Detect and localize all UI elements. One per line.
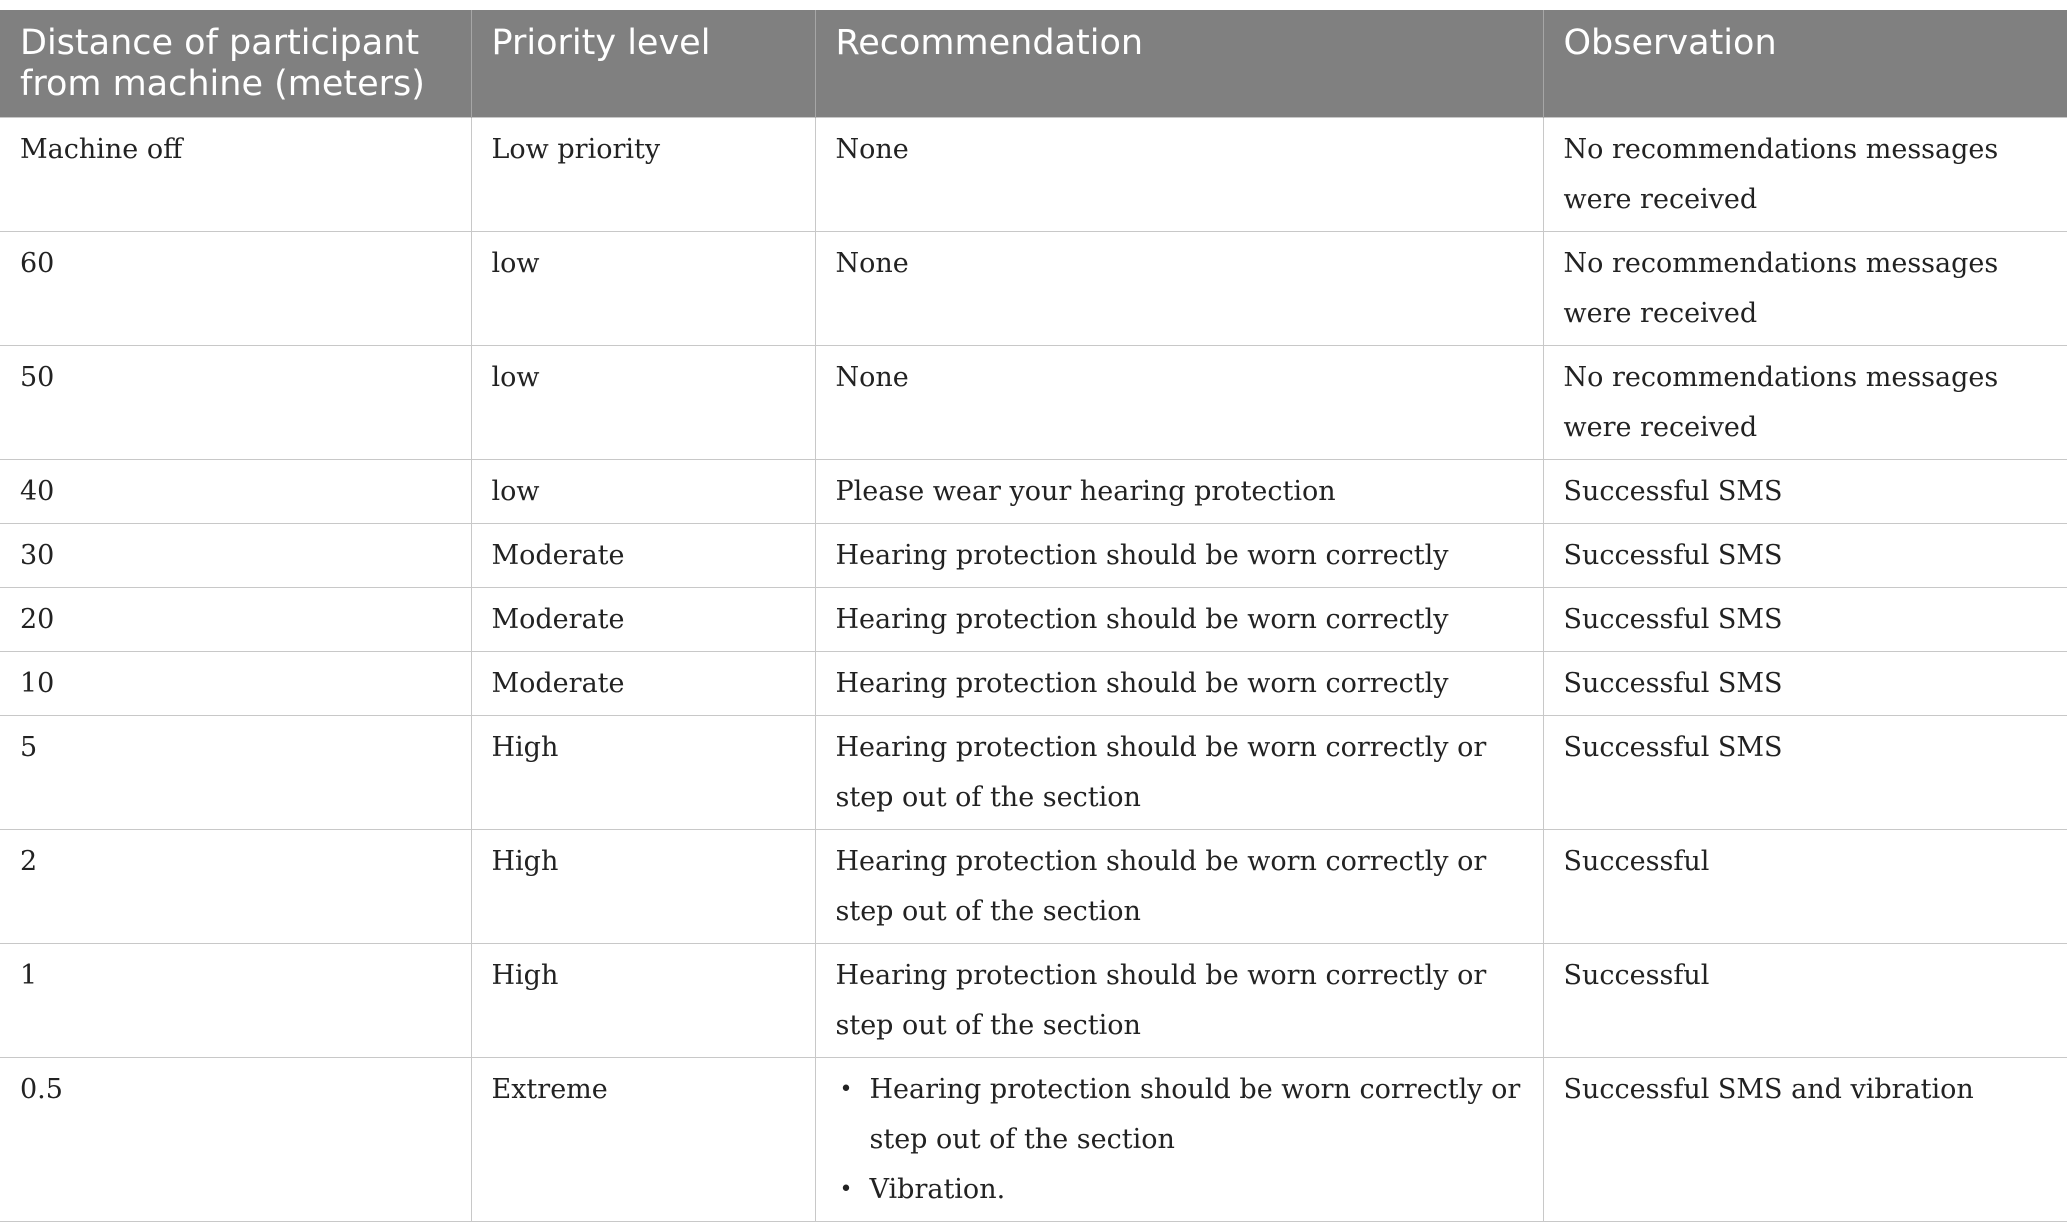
table-row: [0, 588, 2067, 652]
cell-observation: Successful: [1543, 944, 2067, 1058]
table-row: [0, 830, 2067, 944]
header-observation: Observation: [1543, 10, 2067, 118]
cell-observation: No recommendations messages were received: [1543, 118, 2067, 232]
cell-observation: Successful SMS: [1543, 652, 2067, 716]
cell-distance: 10: [0, 652, 471, 716]
cell-observation: Successful SMS: [1543, 524, 2067, 588]
cell-recommendation: [815, 1058, 1543, 1222]
cell-distance: 2: [0, 830, 471, 944]
cell-priority: Low priority: [471, 118, 815, 232]
header-recommendation: Recommendation: [815, 10, 1543, 118]
cell-observation: Successful SMS: [1543, 588, 2067, 652]
cell-distance: 50: [0, 346, 471, 460]
cell-priority: Moderate: [471, 652, 815, 716]
cell-priority: Moderate: [471, 588, 815, 652]
table-row: [0, 118, 2067, 232]
header-distance: Distance of participant from machine (meters): [0, 10, 471, 118]
header-priority: Priority level: [471, 10, 815, 118]
cell-observation: Successful: [1543, 830, 2067, 944]
table-row: [0, 524, 2067, 588]
cell-recommendation: Hearing protection should be worn correctly or step out of the section: [815, 830, 1543, 944]
cell-priority: Extreme: [471, 1058, 815, 1222]
cell-priority: High: [471, 944, 815, 1058]
recommendation-list-item: • Hearing protection should be worn correctly or step out of the section: [870, 1065, 1523, 1165]
cell-distance: 5: [0, 716, 471, 830]
cell-distance: Machine off: [0, 118, 471, 232]
cell-observation: No recommendations messages were received: [1543, 232, 2067, 346]
table-body: [0, 118, 2067, 1222]
cell-priority: low: [471, 346, 815, 460]
cell-observation: Successful SMS and vibration: [1543, 1058, 2067, 1222]
cell-distance: 40: [0, 460, 471, 524]
cell-recommendation: Hearing protection should be worn correctly: [815, 588, 1543, 652]
cell-recommendation: Hearing protection should be worn correctly: [815, 652, 1543, 716]
table-header: [0, 10, 2067, 118]
table-row: [0, 232, 2067, 346]
cell-priority: low: [471, 232, 815, 346]
table-row: [0, 944, 2067, 1058]
table-row: [0, 346, 2067, 460]
cell-observation: Successful SMS: [1543, 716, 2067, 830]
table-row: [0, 1058, 2067, 1222]
cell-observation: Successful SMS: [1543, 460, 2067, 524]
cell-distance: 0.5: [0, 1058, 471, 1222]
cell-priority: Moderate: [471, 524, 815, 588]
recommendation-list: [836, 1065, 1523, 1215]
header-row: [0, 10, 2067, 118]
cell-distance: 30: [0, 524, 471, 588]
cell-recommendation: None: [815, 232, 1543, 346]
cell-recommendation: Hearing protection should be worn correctly or step out of the section: [815, 716, 1543, 830]
recommendation-list-item: • Vibration.: [870, 1165, 1523, 1215]
cell-observation: No recommendations messages were received: [1543, 346, 2067, 460]
cell-priority: low: [471, 460, 815, 524]
cell-distance: 20: [0, 588, 471, 652]
cell-distance: 60: [0, 232, 471, 346]
cell-priority: High: [471, 716, 815, 830]
cell-recommendation: Please wear your hearing protection: [815, 460, 1543, 524]
table-row: [0, 652, 2067, 716]
results-table: [0, 10, 2067, 1222]
table-row: [0, 716, 2067, 830]
cell-recommendation: Hearing protection should be worn correctly or step out of the section: [815, 944, 1543, 1058]
cell-recommendation: Hearing protection should be worn correctly: [815, 524, 1543, 588]
cell-priority: High: [471, 830, 815, 944]
cell-recommendation: None: [815, 346, 1543, 460]
results-table-container: [0, 10, 2067, 1222]
table-row: [0, 460, 2067, 524]
cell-recommendation: None: [815, 118, 1543, 232]
cell-distance: 1: [0, 944, 471, 1058]
